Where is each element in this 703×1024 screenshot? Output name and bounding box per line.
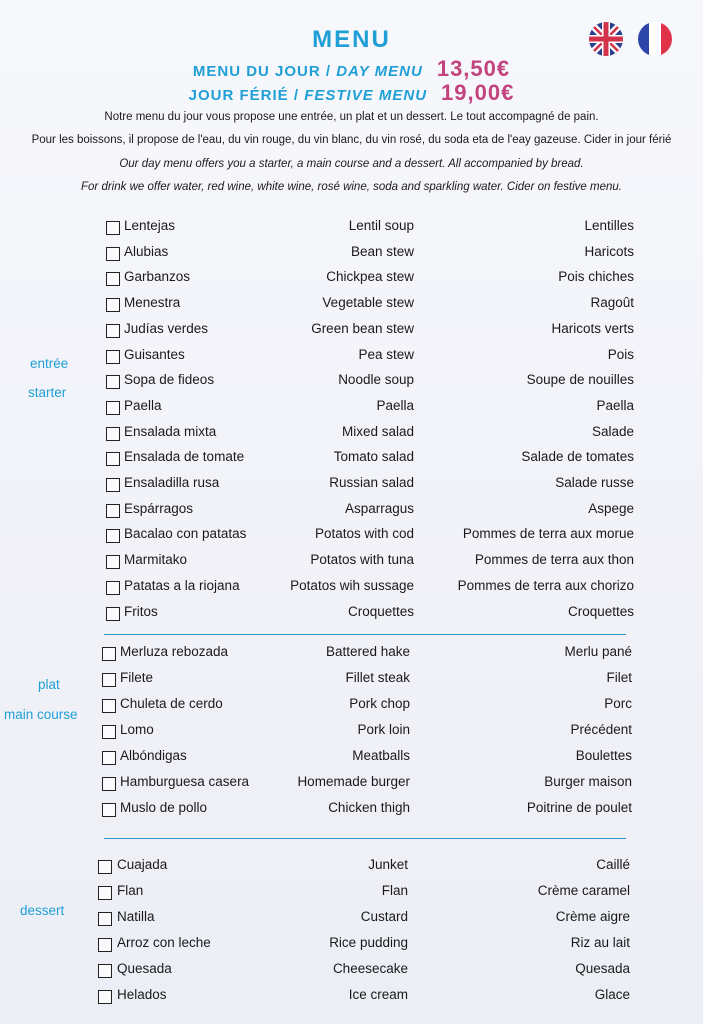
item-name-fr: Burger maison <box>544 774 632 789</box>
item-checkbox[interactable] <box>102 803 116 817</box>
item-checkbox[interactable] <box>106 452 120 466</box>
menu-item-row <box>0 268 703 292</box>
item-name-en: Green bean stew <box>311 320 414 336</box>
day-menu-label: MENU DU JOUR / DAY MENU <box>192 63 423 80</box>
item-name-es: Fritos <box>124 603 158 619</box>
item-checkbox[interactable] <box>98 964 112 978</box>
category-dessert: dessert <box>20 903 65 918</box>
category-starter-en: starter <box>28 385 67 400</box>
item-checkbox[interactable] <box>106 350 120 364</box>
item-name-en: Tomato salad <box>333 449 414 465</box>
item-name-fr: Quesada <box>575 961 630 976</box>
menu-item-row <box>0 474 703 498</box>
day-menu-line <box>0 56 703 82</box>
item-name-fr: Croquettes <box>567 603 634 619</box>
category-main-fr: plat <box>38 677 60 692</box>
item-name-fr: Pois <box>607 346 634 362</box>
item-name-es: Flan <box>117 883 144 898</box>
item-checkbox[interactable] <box>102 725 116 739</box>
menu-item-row <box>0 695 703 719</box>
item-checkbox[interactable] <box>106 478 120 492</box>
item-name-es: Garbanzos <box>124 269 191 285</box>
item-name-en: Chickpea stew <box>326 269 414 285</box>
menu-item-row <box>0 960 703 984</box>
item-name-fr: Salade <box>591 423 634 439</box>
menu-item-row <box>0 721 703 745</box>
item-checkbox[interactable] <box>106 221 120 235</box>
menu-item-row <box>0 856 703 880</box>
item-name-es: Sopa de fideos <box>124 372 215 388</box>
festive-menu-line <box>0 80 703 106</box>
item-name-fr: Crème caramel <box>537 883 630 898</box>
item-checkbox[interactable] <box>106 375 120 389</box>
item-name-en: Noodle soup <box>338 372 414 388</box>
item-name-es: Arroz con leche <box>117 935 211 950</box>
item-name-en: Ice cream <box>348 987 408 1002</box>
item-name-fr: Pommes de terra aux chorizo <box>457 577 634 593</box>
item-name-fr: Salade de tomates <box>521 449 634 465</box>
item-name-es: Menestra <box>124 295 181 311</box>
item-name-en: Pork loin <box>357 722 410 737</box>
item-checkbox[interactable] <box>102 647 116 661</box>
item-name-en: Bean stew <box>350 243 414 259</box>
intro-text-fr-1: Notre menu du jour vous propose une entrée, un plat et un dessert. Le tout accompagné de pain. <box>104 111 599 123</box>
item-name-fr: Poitrine de poulet <box>526 800 632 815</box>
item-name-es: Lomo <box>120 722 154 737</box>
item-name-es: Quesada <box>117 961 172 976</box>
item-name-en: Asparragus <box>344 500 414 516</box>
item-name-fr: Glace <box>594 987 630 1002</box>
day-menu-price: 13,50€ <box>436 56 511 81</box>
item-name-fr: Crème aigre <box>555 909 630 924</box>
item-name-en: Meatballs <box>352 748 410 763</box>
item-name-es: Muslo de pollo <box>120 800 208 815</box>
item-name-fr: Soupe de nouilles <box>526 372 634 388</box>
item-name-es: Lentejas <box>124 218 176 233</box>
item-name-fr: Paella <box>596 397 634 413</box>
menu-item-row <box>0 423 703 447</box>
menu-item-row <box>0 986 703 1010</box>
item-name-en: Junket <box>368 857 408 872</box>
menu-item-row <box>0 217 703 241</box>
item-name-fr: Aspege <box>588 500 634 516</box>
item-name-es: Marmitako <box>124 552 188 568</box>
item-name-es: Ensaladilla rusa <box>124 475 220 490</box>
item-name-es: Helados <box>117 987 167 1002</box>
item-name-es: Espárragos <box>124 500 194 516</box>
menu-item-row <box>0 669 703 693</box>
menu-item-row <box>0 908 703 932</box>
item-checkbox[interactable] <box>106 555 120 569</box>
item-checkbox[interactable] <box>106 401 120 415</box>
item-checkbox[interactable] <box>106 529 120 543</box>
item-name-en: Vegetable stew <box>322 295 414 311</box>
menu-item-row <box>0 525 703 549</box>
section-divider <box>104 838 626 839</box>
festive-menu-label: JOUR FÉRIÉ / FESTIVE MENU <box>188 87 428 104</box>
item-checkbox[interactable] <box>102 673 116 687</box>
item-name-fr: Riz au lait <box>570 935 630 950</box>
item-name-en: Lentil soup <box>348 218 414 233</box>
item-checkbox[interactable] <box>98 860 112 874</box>
item-name-es: Ensalada de tomate <box>124 449 245 465</box>
menu-item-row <box>0 448 703 472</box>
menu-item-row <box>0 397 703 421</box>
item-name-fr: Filet <box>606 670 632 685</box>
france-flag-icon[interactable] <box>638 22 672 56</box>
item-name-en: Russian salad <box>329 475 414 490</box>
item-checkbox[interactable] <box>98 990 112 1004</box>
menu-item-row <box>0 294 703 318</box>
menu-item-row <box>0 773 703 797</box>
intro-text-en-2: For drink we offer water, red wine, white wine, rosé wine, soda and sparkling water. Cider on festive menu. <box>81 181 622 193</box>
menu-item-row <box>0 500 703 524</box>
menu-item-row <box>0 243 703 267</box>
menu-item-row <box>0 577 703 601</box>
item-checkbox[interactable] <box>98 912 112 926</box>
item-name-en: Potatos with cod <box>314 526 414 542</box>
item-name-es: Bacalao con patatas <box>124 526 247 542</box>
item-name-fr: Haricots <box>584 243 634 259</box>
menu-item-row <box>0 882 703 906</box>
item-name-fr: Merlu pané <box>564 644 632 659</box>
item-checkbox[interactable] <box>106 581 120 595</box>
item-name-en: Homemade burger <box>297 774 410 789</box>
menu-item-row <box>0 799 703 823</box>
item-name-fr: Lentilles <box>584 218 634 233</box>
item-name-en: Chicken thigh <box>328 800 410 815</box>
item-name-es: Merluza rebozada <box>120 644 229 659</box>
item-name-fr: Ragoût <box>590 295 634 311</box>
item-name-es: Guisantes <box>124 346 185 362</box>
item-name-en: Paella <box>376 397 414 413</box>
menu-item-row <box>0 346 703 370</box>
item-name-en: Fillet steak <box>345 670 410 685</box>
item-checkbox[interactable] <box>106 247 120 261</box>
item-name-es: Hamburguesa casera <box>120 774 250 789</box>
item-name-es: Filete <box>120 670 154 685</box>
item-name-fr: Salade russe <box>555 475 634 490</box>
item-checkbox[interactable] <box>106 607 120 621</box>
item-name-es: Judías verdes <box>124 320 209 336</box>
item-name-fr: Pois chiches <box>558 269 634 285</box>
item-name-en: Potatos wih sussage <box>290 577 414 593</box>
item-name-fr: Porc <box>604 696 632 711</box>
category-main-en: main course <box>4 707 78 722</box>
item-name-es: Patatas a la riojana <box>124 577 240 593</box>
item-name-es: Alubias <box>124 243 169 259</box>
uk-flag-icon[interactable] <box>589 22 623 56</box>
item-checkbox[interactable] <box>106 298 120 312</box>
category-starter-fr: entrée <box>30 356 69 371</box>
menu-item-row <box>0 371 703 395</box>
intro-text-en-1: Our day menu offers you a starter, a main course and a dessert. All accompanied by bread. <box>119 158 584 170</box>
item-name-es: Chuleta de cerdo <box>120 696 223 711</box>
item-name-en: Cheesecake <box>332 961 408 976</box>
item-name-en: Flan <box>381 883 408 898</box>
item-name-es: Paella <box>124 397 162 413</box>
menu-item-row <box>0 551 703 575</box>
intro-text-fr-2: Pour les boissons, il propose de l'eau, du vin rouge, du vin blanc, du vin rosé, du soda eta de l'eay gazeuse. Cider in jour férié <box>31 134 672 146</box>
item-name-es: Ensalada mixta <box>124 423 217 439</box>
item-name-es: Natilla <box>117 909 155 924</box>
menu-item-row <box>0 747 703 771</box>
item-name-fr: Haricots verts <box>551 320 634 336</box>
item-checkbox[interactable] <box>106 504 120 518</box>
item-name-es: Cuajada <box>117 857 168 872</box>
item-checkbox[interactable] <box>102 751 116 765</box>
item-name-fr: Boulettes <box>575 748 632 763</box>
item-name-es: Albóndigas <box>120 748 187 763</box>
item-checkbox[interactable] <box>106 427 120 441</box>
menu-item-row <box>0 934 703 958</box>
item-name-en: Pork chop <box>349 696 410 711</box>
item-checkbox[interactable] <box>106 324 120 338</box>
item-name-en: Rice pudding <box>329 935 408 950</box>
item-name-en: Mixed salad <box>341 423 414 439</box>
menu-item-row <box>0 320 703 344</box>
item-checkbox[interactable] <box>98 886 112 900</box>
item-name-fr: Pommes de terra aux morue <box>462 526 634 542</box>
item-name-fr: Caillé <box>596 857 630 872</box>
item-checkbox[interactable] <box>102 699 116 713</box>
item-name-en: Custard <box>360 909 408 924</box>
item-name-fr: Précédent <box>570 722 632 737</box>
item-checkbox[interactable] <box>102 777 116 791</box>
menu-item-row <box>0 643 703 667</box>
item-name-en: Battered hake <box>325 644 410 659</box>
item-name-en: Croquettes <box>347 603 414 619</box>
section-divider <box>104 634 626 635</box>
item-checkbox[interactable] <box>98 938 112 952</box>
festive-menu-price: 19,00€ <box>441 80 515 105</box>
item-name-en: Pea stew <box>358 346 414 362</box>
item-name-fr: Pommes de terra aux thon <box>474 552 634 568</box>
item-name-en: Potatos with tuna <box>310 552 414 568</box>
item-checkbox[interactable] <box>106 272 120 286</box>
menu-title: MENU <box>312 26 391 53</box>
menu-item-row <box>0 603 703 627</box>
